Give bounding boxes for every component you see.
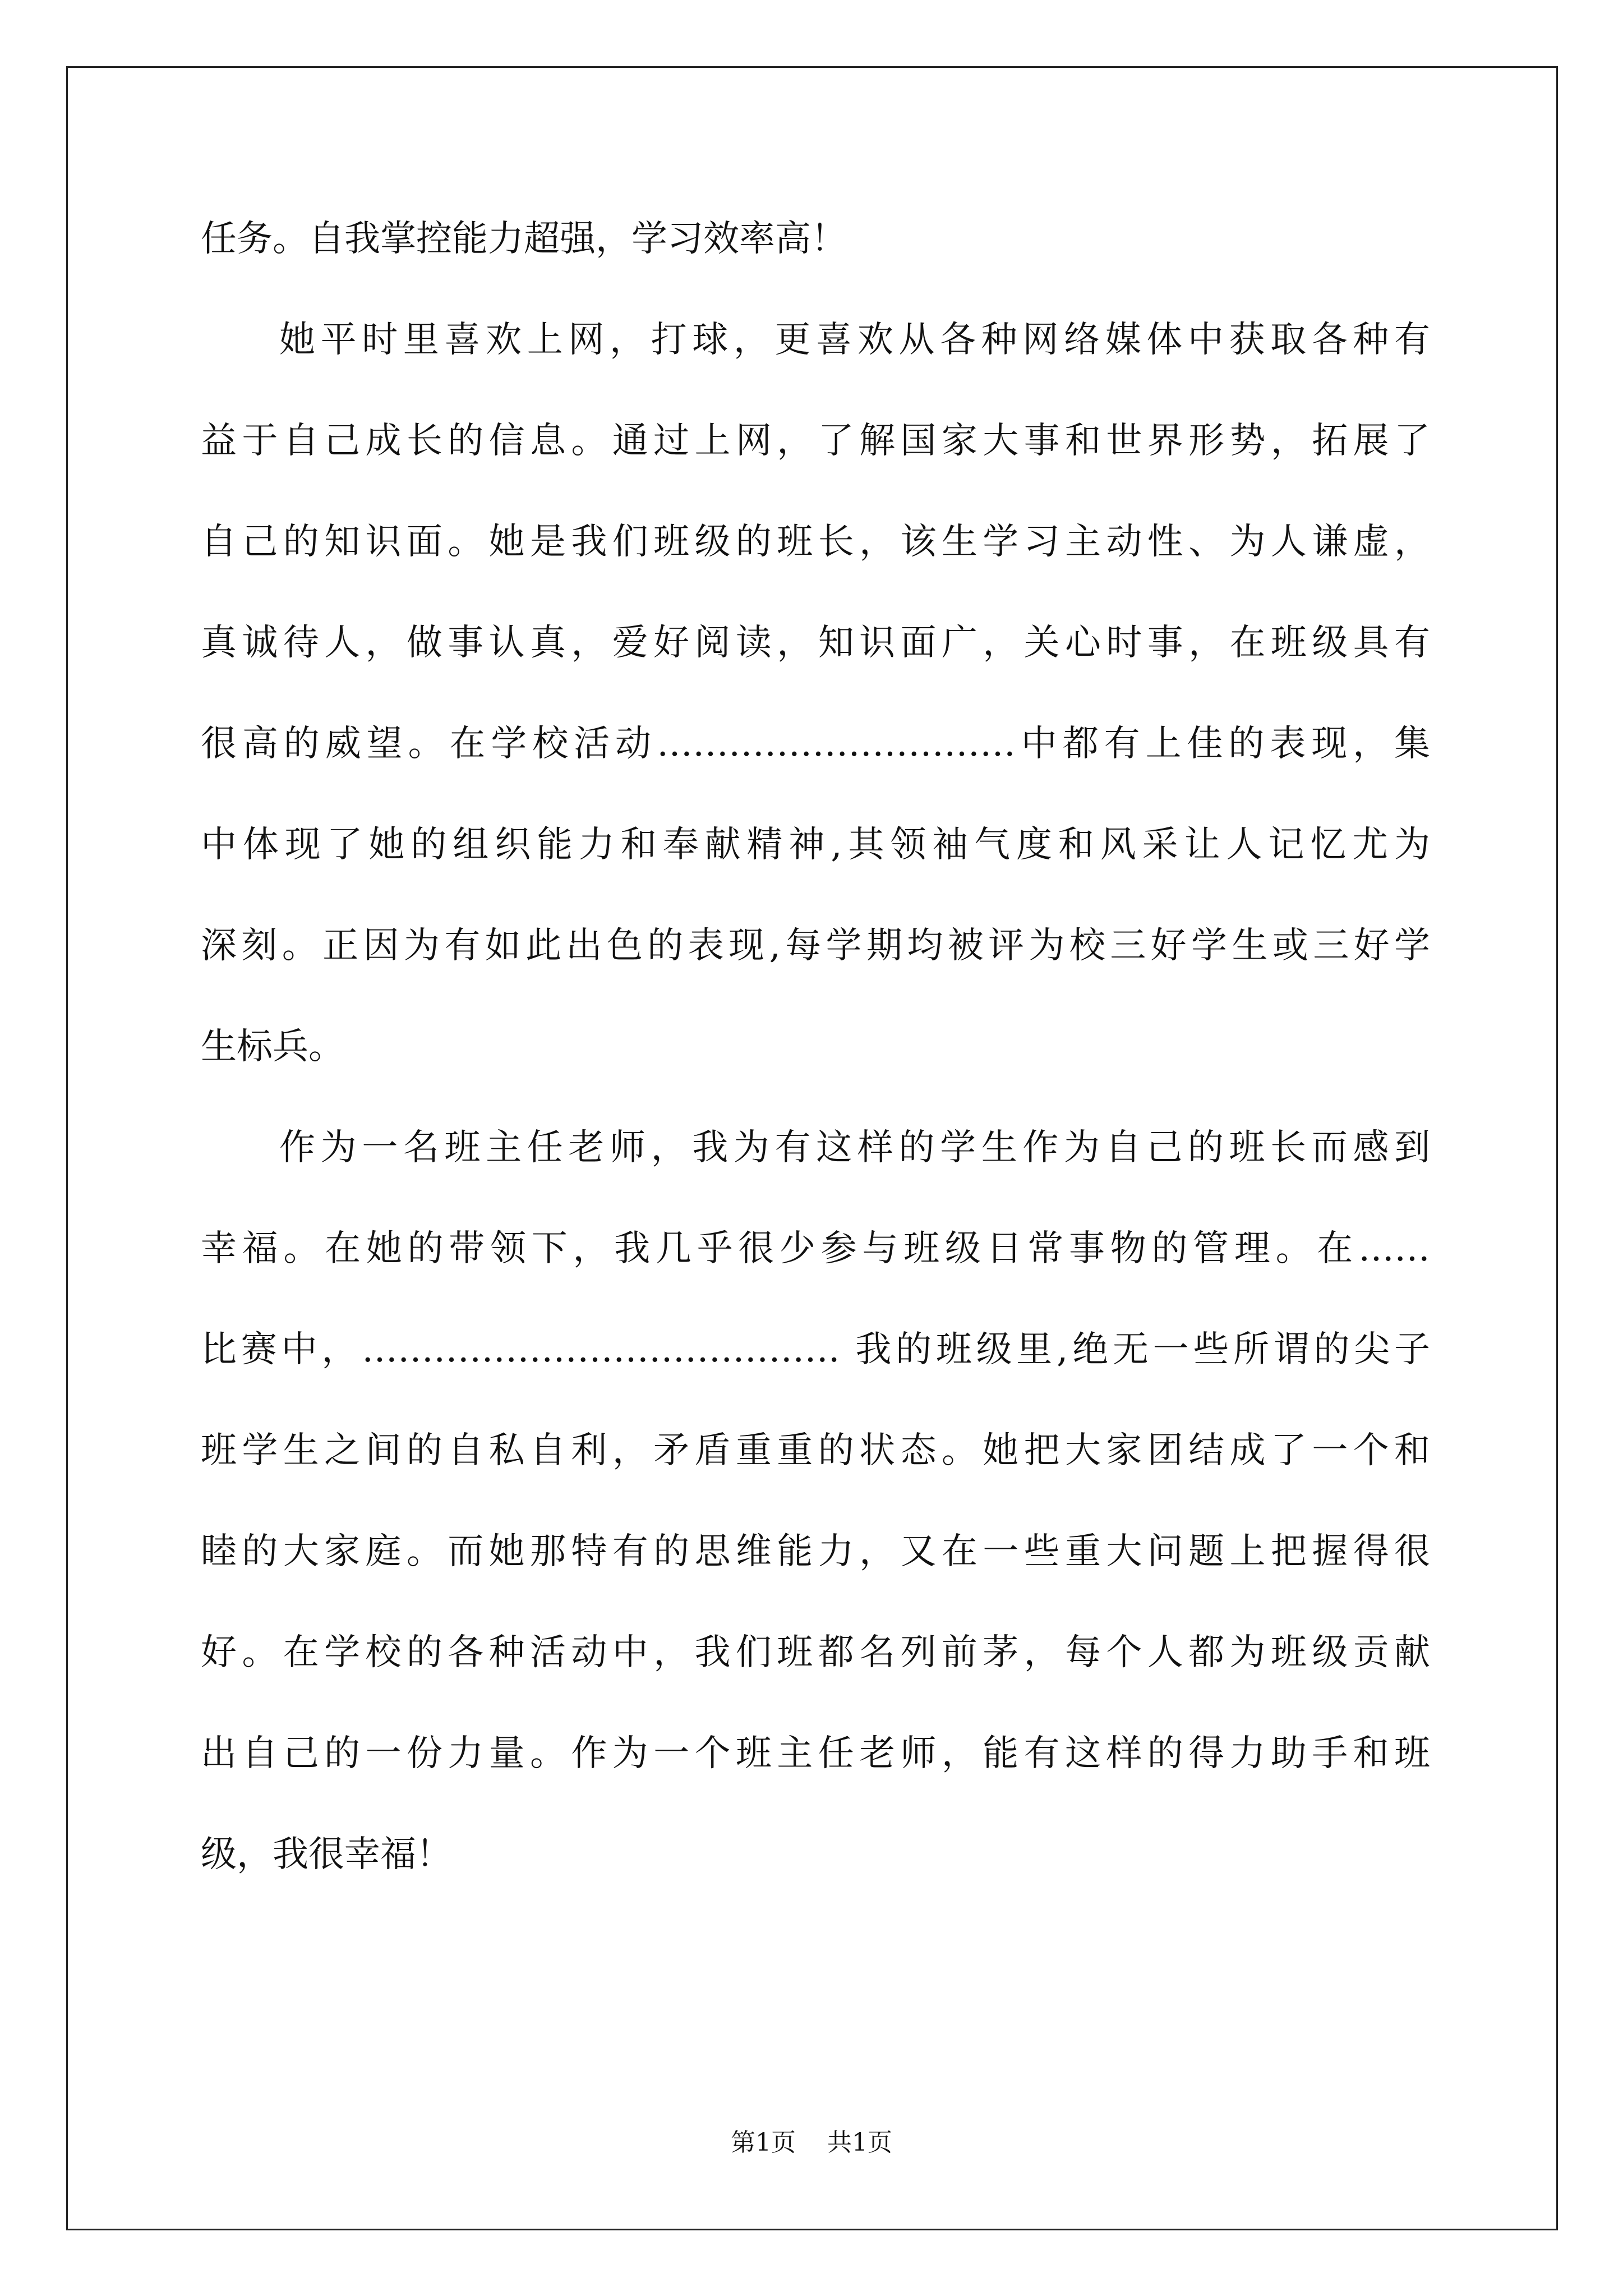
text-line: 任务。自我掌控能力超强，学习效率高！ bbox=[201, 218, 847, 260]
text-line: 深刻。正因为有如此出色的表现,每学期均被评为校三好学生或三好学 bbox=[201, 925, 1430, 967]
text-line: 班学生之间的自私自利，矛盾重重的状态。她把大家团结成了一个和 bbox=[201, 1430, 1430, 1471]
text-line: 级，我很幸福！ bbox=[201, 1834, 452, 1875]
text-line: 睦的大家庭。而她那特有的思维能力，又在一些重大问题上把握得很 bbox=[201, 1531, 1430, 1572]
text-line: 很高的威望。在学校活动…………………………中都有上佳的表现，集 bbox=[201, 723, 1430, 765]
text-line: 比赛中，…………………………………. 我的班级里,绝无一些所谓的尖子 bbox=[201, 1329, 1430, 1370]
text-line: 中体现了她的组织能力和奉献精神,其领袖气度和风采让人记忆尤为 bbox=[201, 824, 1430, 866]
text-line: 好。在学校的各种活动中，我们班都名列前茅，每个人都为班级贡献 bbox=[201, 1632, 1430, 1673]
text-line: 她平时里喜欢上网，打球，更喜欢从各种网络媒体中获取各种有 bbox=[279, 319, 1430, 361]
text-line: 幸福。在她的带领下，我几乎很少参与班级日常事物的管理。在…… bbox=[201, 1228, 1430, 1269]
text-line: 益于自己成长的信息。通过上网，了解国家大事和世界形势，拓展了 bbox=[201, 420, 1430, 462]
text-line: 作为一名班主任老师，我为有这样的学生作为自己的班长而感到 bbox=[279, 1127, 1430, 1168]
page-number: 第1页 bbox=[731, 2128, 796, 2157]
page-footer bbox=[0, 2126, 1623, 2160]
text-line: 自己的知识面。她是我们班级的班长，该生学习主动性、为人谦虚， bbox=[201, 521, 1430, 563]
text-line: 真诚待人，做事认真，爱好阅读，知识面广，关心时事，在班级具有 bbox=[201, 622, 1430, 664]
page-total: 共1页 bbox=[827, 2128, 892, 2157]
text-line: 出自己的一份力量。作为一个班主任老师，能有这样的得力助手和班 bbox=[201, 1733, 1430, 1774]
text-line: 生标兵。 bbox=[201, 1026, 344, 1068]
